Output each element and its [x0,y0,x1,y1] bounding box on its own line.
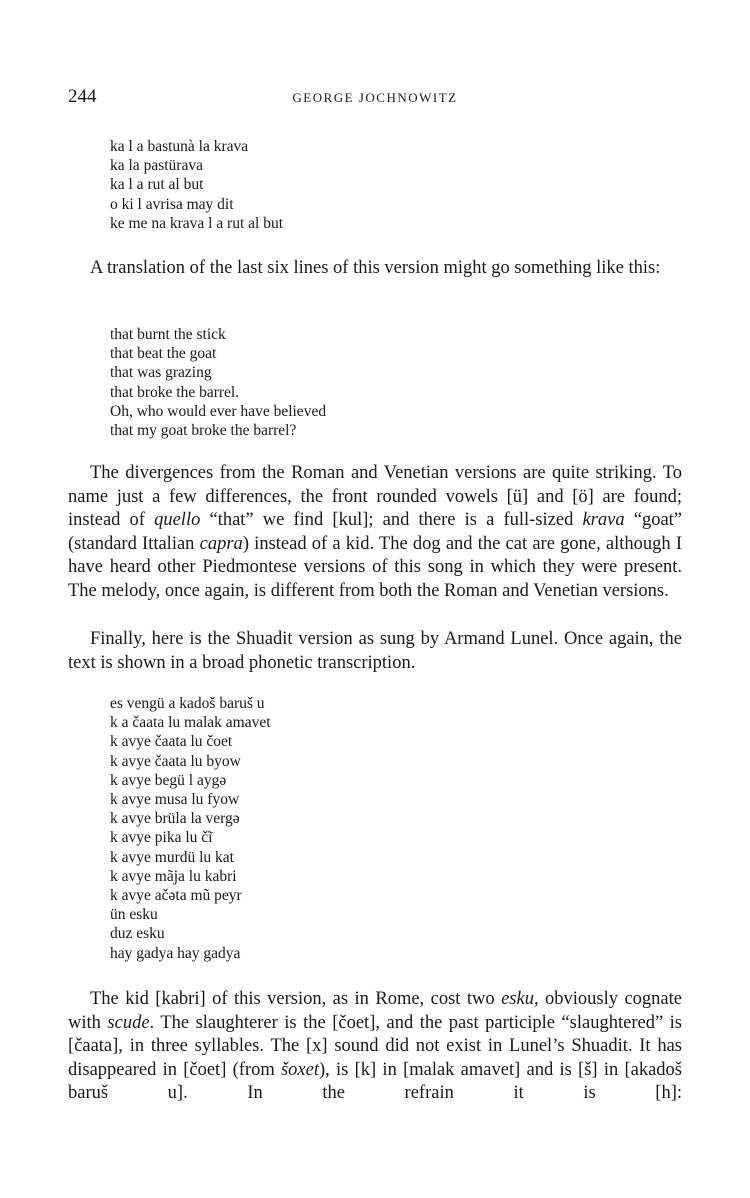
verse-line: k avye brüla la vergə [110,810,240,828]
text-run: , obviously cognate with [68,989,682,1033]
verse-line: that burnt the stick [110,326,226,343]
verse-line: k avye čaata lu byow [110,752,241,770]
verse-line: ün esku [110,906,158,924]
text-run: ), is [k] in [malak amavet] and is [š] in [akadoš baruš u]. In the refrain it is [h]: [68,1059,682,1104]
verse-line: ke me na krava l a rut al but [110,214,284,232]
verse-line: k avye mãja lu kabri [110,867,237,885]
verse-line: that was grazing [110,364,212,382]
text-run: ) instead of a kid. The dog and the cat are gone, although I have heard other Piedmontese versions of this song in which they were present. The melody, once again, is different from both the Roman and Venetian versions. [68,533,682,601]
paragraph-translation-intro: A translation of the last six lines of this version might go something like this: [90,258,661,278]
text-run: “that” we find [kul]; and there is a full-sized [200,510,583,531]
italic-term: scude [107,1012,150,1033]
verse-line: ka l a bastunà la krava [110,138,249,155]
verse-line: hay gadya hay gadya [110,944,241,962]
italic-term: krava [582,510,625,531]
verse-line: k avye pika lu čĩ [110,829,213,847]
italic-term: šoxet [280,1059,319,1080]
verse-line: ka la pastürava [110,157,203,175]
running-head: GEORGE JOCHNOWITZ [292,90,458,105]
verse-line: ka l a rut al but [110,176,204,194]
italic-term: esku [501,989,534,1009]
verse-line: k avye čaata lu čoet [110,733,233,751]
verse-line: that beat the goat [110,345,217,363]
verse-piedmontese-end [110,137,283,233]
verse-line: Oh, who would ever have believed [110,402,327,420]
text-run: The divergences from the Roman and Venetian versions are quite striking. To name just a few differences, the front rounded vowels [ü] and [ö] are found; instead of [68,463,682,531]
verse-line: es vengü a kadoš baruš u [110,695,265,712]
paragraph-shuadit-intro: Finally, here is the Shuadit version as sung by Armand Lunel. Once again, the text is shown in a broad phonetic transcription. [68,629,682,673]
italic-term: quello [154,510,201,531]
verse-line: duz esku [110,925,165,943]
verse-line: k avye murdü lu kat [110,848,234,866]
paragraph-kid [68,988,682,1106]
verse-translation [110,325,326,440]
verse-line: that broke the barrel. [110,383,240,401]
verse-line: k avye ačəta mũ peyr [110,887,242,905]
verse-line: o ki l avrisa may dit [110,195,234,213]
verse-line: k avye musa lu fyow [110,791,240,809]
page-header [68,86,682,110]
text-run: The kid [kabri] of this version, as in Rome, cost two [90,989,502,1009]
verse-line: k avye begü l aygə [110,771,227,789]
page-number: 244 [68,86,97,107]
verse-shuadit [110,694,271,963]
paragraph-divergences [68,462,682,604]
italic-term: capra [199,533,243,554]
text-run: “goat” (standard Ittalian [68,510,683,554]
verse-line: k a čaata lu malak amavet [110,714,271,732]
text-run: . The slaughterer is the [čoet], and the past participle “slaughtered” is [čaata], in three syllables. The [x] sound did not exist in Lunel’s Shuadit. It has disappeared in [čoet] (from [68,1012,683,1080]
verse-line: that my goat broke the barrel? [110,422,297,440]
